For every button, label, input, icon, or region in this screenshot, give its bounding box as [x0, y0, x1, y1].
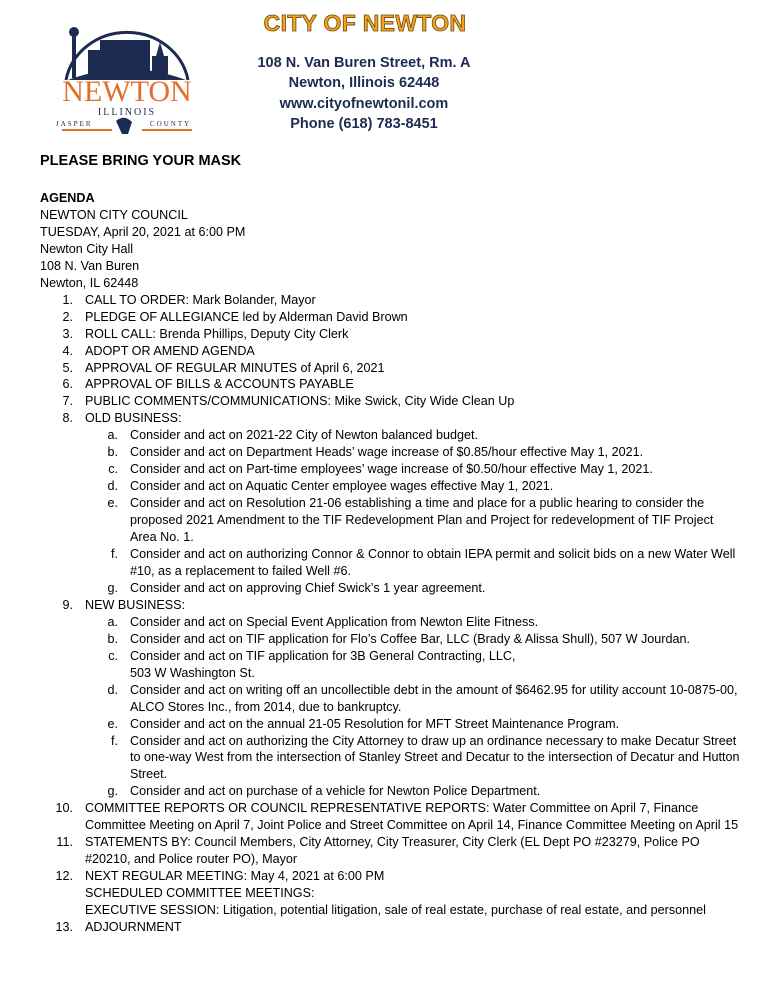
- newton-logo: [52, 18, 202, 138]
- item-text: Consider and act on writing off an uncollectible debt in the amount of $6462.95 for utility account 10-0875-00, ALCO Stores Inc., from 2014, due to bankruptcy.: [130, 682, 738, 714]
- item-text: Consider and act on TIF application for Flo’s Coffee Bar, LLC (Brady & Alissa Shull), 507 W Jourdan.: [130, 631, 691, 646]
- item-number: c.: [108, 648, 118, 663]
- agenda-subitem: [40, 427, 740, 444]
- item-text: Consider and act on Resolution 21-06 establishing a time and place for a public hearing to consider the proposed 2021 Amendment to the TIF Redevelopment Plan and Project for redevelopment of TIF Project Area No. 1.: [130, 496, 714, 545]
- agenda-item: [40, 376, 740, 393]
- item-number: 1.: [62, 292, 73, 307]
- agenda-subitem: [40, 444, 740, 461]
- agenda-subitem: [40, 580, 740, 597]
- item-text: Consider and act on the annual 21-05 Resolution for MFT Street Maintenance Program.: [130, 716, 620, 731]
- info-line: Newton, IL 62448: [40, 275, 139, 290]
- svg-text:COUNTY: COUNTY: [150, 120, 192, 128]
- agenda-item: [40, 292, 740, 309]
- item-number: b.: [107, 445, 118, 460]
- item-number: 9.: [62, 597, 73, 612]
- agenda-item: [40, 919, 740, 936]
- item-text: APPROVAL OF BILLS & ACCOUNTS PAYABLE: [85, 377, 354, 392]
- item-text: NEXT REGULAR MEETING: May 4, 2021 at 6:00 PM SCHEDULED COMMITTEE MEETINGS: EXECUTIVE SESSION: Litigation, potential litigation, sale of real estate, purchase of real estate, and personnel: [85, 869, 706, 918]
- agenda-subitem: [40, 614, 740, 631]
- website-link[interactable]: www.cityofnewtonil.com: [279, 95, 449, 112]
- info-line: NEWTON CITY COUNCIL: [40, 207, 188, 222]
- item-number: e.: [107, 496, 118, 511]
- item-text: Consider and act on authorizing the City Attorney to draw up an ordinance necessary to make Decatur Street to one-way West from the intersection of Stanley Street and Decatur to the intersection of Decatur and Hutton Street.: [130, 733, 740, 782]
- item-number: g.: [107, 580, 118, 595]
- agenda-item: [40, 834, 740, 868]
- mask-notice: PLEASE BRING YOUR MASK: [40, 153, 242, 169]
- item-number: d.: [107, 682, 118, 697]
- agenda-subitem: [40, 495, 740, 546]
- agenda-subitem: [40, 682, 740, 716]
- item-number: 8.: [62, 411, 73, 426]
- address-line: 108 N. Van Buren Street, Rm. A: [257, 55, 471, 71]
- item-number: 5.: [62, 360, 73, 375]
- item-number: f.: [111, 733, 118, 748]
- item-number: 2.: [62, 309, 73, 324]
- item-text: Consider and act on 2021-22 City of Newton balanced budget.: [130, 428, 478, 443]
- item-number: b.: [107, 631, 118, 646]
- item-text: Consider and act on Department Heads’ wage increase of $0.85/hour effective May 1, 2021.: [130, 445, 644, 460]
- agenda-subitem: [40, 631, 740, 648]
- agenda-item: [40, 343, 740, 360]
- item-text: Consider and act on approving Chief Swick’s 1 year agreement.: [130, 580, 486, 595]
- item-text: Consider and act on authorizing Connor & Connor to obtain IEPA permit and solicit bids on a new Water Well #10, as a replacement to failed Well #6.: [130, 547, 736, 578]
- item-number: 7.: [62, 394, 73, 409]
- item-text: NEW BUSINESS:: [85, 597, 186, 612]
- agenda-item: [40, 309, 740, 326]
- svg-text:JASPER: JASPER: [56, 120, 93, 128]
- item-number: 11.: [56, 835, 73, 850]
- item-number: g.: [107, 784, 118, 799]
- agenda-heading: AGENDA: [40, 191, 95, 205]
- item-number: 12.: [55, 869, 73, 884]
- item-text: Consider and act on Part-time employees’ wage increase of $0.50/hour effective May 1, 2021.: [130, 462, 653, 477]
- item-text: Consider and act on Aquatic Center employee wages effective May 1, 2021.: [130, 479, 554, 494]
- agenda-subitem: [40, 478, 740, 495]
- meeting-info: [40, 207, 740, 292]
- city-line: Newton, Illinois 62448: [288, 75, 440, 92]
- agenda-items: [40, 292, 740, 936]
- agenda-item: [40, 360, 740, 377]
- agenda-item: [40, 597, 740, 614]
- item-number: e.: [107, 716, 118, 731]
- info-line: Newton City Hall: [40, 241, 134, 256]
- item-text: STATEMENTS BY: Council Members, City Attorney, City Treasurer, City Clerk (EL Dept PO #23279, Police PO #20210, and Police router PO), Mayor: [85, 835, 700, 867]
- item-text: Consider and act on purchase of a vehicle for Newton Police Department.: [130, 784, 541, 799]
- svg-text:ILLINOIS: ILLINOIS: [97, 107, 157, 118]
- agenda-subitem: [40, 461, 740, 478]
- item-text: Consider and act on Special Event Application from Newton Elite Fitness.: [130, 614, 539, 629]
- item-text: PLEDGE OF ALLEGIANCE led by Alderman David Brown: [85, 309, 408, 324]
- item-number: 10.: [55, 801, 73, 816]
- phone-line: Phone (618) 783-8451: [290, 115, 438, 132]
- item-text: CALL TO ORDER: Mark Bolander, Mayor: [85, 292, 316, 307]
- agenda-item: [40, 800, 740, 834]
- agenda-item: [40, 868, 740, 919]
- item-number: 4.: [62, 343, 73, 358]
- svg-text:NEWTON: NEWTON: [62, 75, 192, 108]
- item-text: ROLL CALL: Brenda Phillips, Deputy City Clerk: [85, 326, 349, 341]
- item-number: f.: [111, 547, 118, 562]
- item-text: APPROVAL OF REGULAR MINUTES of April 6, 2021: [85, 360, 385, 375]
- agenda-subitem: [40, 783, 740, 800]
- item-number: a.: [107, 428, 118, 443]
- info-line: TUESDAY, April 20, 2021 at 6:00 PM: [40, 224, 246, 239]
- address-block: [230, 53, 498, 134]
- agenda-item: [40, 410, 740, 427]
- item-text: Consider and act on TIF application for 3B General Contracting, LLC, 503 W Washington St.: [130, 648, 516, 680]
- item-text: ADOPT OR AMEND AGENDA: [85, 343, 255, 358]
- item-number: 6.: [62, 377, 73, 392]
- agenda-subitem: [40, 648, 740, 682]
- agenda: [40, 190, 740, 936]
- agenda-subitem: [40, 546, 740, 580]
- item-text: COMMITTEE REPORTS OR COUNCIL REPRESENTATIVE REPORTS: Water Committee on April 7, Finance Committee Meeting on April 7, Joint Police and Street Committee on April 14, Finance Committee Meeting on April 15: [85, 801, 739, 833]
- agenda-subitem: [40, 716, 740, 733]
- item-text: PUBLIC COMMENTS/COMMUNICATIONS: Mike Swick, City Wide Clean Up: [85, 394, 515, 409]
- item-number: 13.: [55, 919, 73, 934]
- item-number: d.: [107, 479, 118, 494]
- agenda-item: [40, 326, 740, 343]
- agenda-item: [40, 393, 740, 410]
- item-text: OLD BUSINESS:: [85, 411, 182, 426]
- item-number: 3.: [62, 326, 73, 341]
- info-line: 108 N. Van Buren: [40, 258, 140, 273]
- agenda-subitem: [40, 733, 740, 784]
- item-number: c.: [108, 462, 118, 477]
- city-title: CITY OF NEWTON: [263, 10, 467, 36]
- item-number: a.: [107, 614, 118, 629]
- item-text: ADJOURNMENT: [85, 919, 182, 934]
